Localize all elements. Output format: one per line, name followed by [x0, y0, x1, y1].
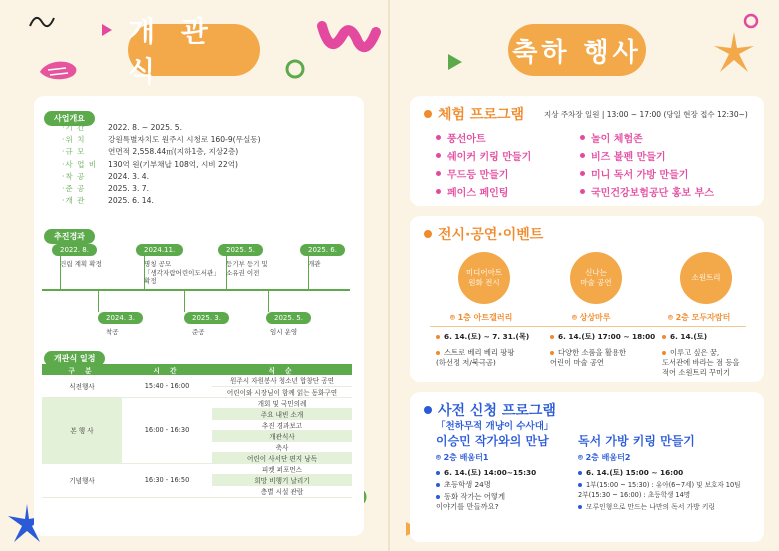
overview-label: 사업개요 — [44, 111, 95, 126]
location-pin-icon: ⌾ — [436, 453, 444, 462]
page-title-opening: 개 관 식 — [128, 24, 260, 76]
timeline-date: 2025. 3. — [184, 312, 229, 324]
exhibit-venue: ⌾ 1층 아트갤러리 — [450, 313, 513, 322]
page-title-celebration: 축하 행사 — [508, 24, 646, 76]
ring-icon — [284, 58, 306, 80]
exhibition-title: 전시·공연·이벤트 — [424, 224, 543, 244]
table-row: 어린이와 시장님이 함께 읽는 동화구연 — [42, 386, 352, 397]
program-item: 미니 독서 가방 만들기 — [580, 166, 688, 181]
exhibit-desc: 스트로 베리 베리 팡팡 (하선정 저/북극곰) — [436, 348, 515, 367]
bullet-icon — [436, 189, 441, 194]
timeline-desc: 등기부 등기 및 소유권 이전 — [226, 260, 268, 277]
exhibit-desc: 다양한 소품을 활용한 어린이 마술 공연 — [550, 348, 627, 367]
bullet-icon — [580, 189, 585, 194]
ring-pink-icon — [742, 12, 760, 30]
location-pin-icon: ⌾ — [450, 313, 458, 322]
timeline-date: 2024.11. — [136, 244, 183, 256]
location-pin-icon: ⌾ — [668, 313, 676, 322]
wave-shape-icon — [316, 12, 382, 58]
exhibit-date: 6. 14.(토) — [662, 332, 707, 342]
program-item: 국민건강보험공단 홍보 부스 — [580, 184, 714, 199]
timeline-desc: 준공 — [192, 328, 205, 336]
squiggle-icon — [26, 10, 56, 32]
overview-row: ·사 업 비 130억 원(기부채납 108억, 시비 22억) — [62, 159, 238, 169]
keyring-title: 독서 가방 키링 만들기 — [578, 434, 695, 448]
preregister-title: 사전 신청 프로그램 — [424, 400, 556, 420]
timeline-desc: 명칭 공모 「생각자람어린이도서관」 확정 — [144, 260, 220, 285]
exhibit-venue: ⌾ 상상마루 — [572, 313, 611, 322]
bullet-icon — [436, 153, 441, 158]
table-row: 어린이 사서단 편지 낭독 — [42, 453, 352, 464]
exhibit-circle: 미디어아트 원화 전시 — [458, 252, 510, 304]
timeline-date: 2025. 5. — [266, 312, 311, 324]
timeline-date: 2025. 6. — [300, 244, 345, 256]
overview-row: ·기 간 2022. 8. ~ 2025. 5. — [62, 123, 182, 132]
table-row: 추진 경과보고 — [42, 419, 352, 430]
preregister-section — [410, 392, 764, 542]
overview-row: ·개 관 2025. 6. 14. — [62, 196, 154, 206]
overview-row: ·착 공 2024. 3. 4. — [62, 171, 150, 181]
experience-title: 체험 프로그램 — [424, 104, 524, 124]
overview-list — [62, 122, 261, 207]
bullet-icon — [580, 171, 585, 176]
timeline-date: 2022. 8. — [52, 244, 97, 256]
timeline-desc: 건립 계획 확정 — [60, 260, 102, 268]
author-talk-date: 6. 14.(토) 14:00~15:30 — [436, 468, 536, 478]
program-item: 놀이 체험존 — [580, 130, 643, 145]
bullet-icon — [436, 171, 441, 176]
schedule-label: 개관식 일정 — [44, 351, 105, 366]
divider — [430, 326, 746, 327]
sticker-pink-icon — [36, 58, 80, 84]
keyring-sessions: 1부(15:00 ~ 15:30) : 유아(6~7세) 및 보호자 10팀 2부(15:30 ~ 16:00) : 초등학생 14명 — [578, 481, 741, 499]
table-row: 식전행사 15:40 - 16:00 원주시 자원봉사 청소년 합창단 공연 — [42, 375, 352, 386]
author-talk-title: 「천하무적 개냥이 수사대」 이승민 작가와의 만남 — [436, 421, 554, 448]
overview-row: ·준 공 2025. 3. 7. — [62, 184, 150, 194]
room-label: ⌾ 2층 배움터1 — [436, 453, 489, 462]
schedule-table — [42, 364, 352, 498]
overview-row: ·위 치 강원특별자치도 원주시 시청로 160-9(무실동) — [62, 135, 261, 145]
progress-header — [44, 224, 95, 244]
location-pin-icon: ⌾ — [578, 453, 586, 462]
exhibit-circle: 소원트리 — [680, 252, 732, 304]
bullet-icon — [424, 406, 432, 414]
table-header-row: 구 분 시 간 식 순 — [42, 364, 352, 375]
timeline-axis — [42, 289, 350, 291]
timeline-date: 2025. 5. — [218, 244, 263, 256]
exhibit-venue: ⌾ 2층 모두자람터 — [668, 313, 731, 322]
bullet-icon — [424, 110, 432, 118]
exhibit-circle: 신나는 마술 공연 — [570, 252, 622, 304]
table-row: 층별 시설 관람 — [42, 486, 352, 497]
exhibition-section — [410, 216, 764, 382]
table-row: 개관식사 — [42, 430, 352, 441]
timeline-desc: 착공 — [106, 328, 119, 336]
program-item: 비즈 볼펜 만들기 — [580, 148, 666, 163]
keyring-desc: 모루인형으로 만드는 나만의 독서 가방 키링 — [578, 502, 715, 512]
experience-section — [410, 96, 764, 206]
timeline-desc: 개관 — [308, 260, 321, 268]
table-row: 축사 — [42, 442, 352, 453]
bullet-icon — [424, 230, 432, 238]
exhibit-desc: 이루고 싶은 꿈, 도서관에 바라는 점 등을 적어 소원트리 꾸미기 — [662, 348, 740, 377]
author-talk-target: 초등학생 24명 — [436, 480, 491, 490]
bullet-icon — [580, 153, 585, 158]
exhibit-date: 6. 14.(토) 17:00 ~ 18:00 — [550, 332, 655, 342]
program-item: 페이스 페인팅 — [436, 184, 508, 199]
right-page — [390, 0, 779, 551]
star-orange-icon — [714, 32, 754, 72]
bullet-icon — [580, 135, 585, 140]
left-page — [0, 0, 389, 551]
table-row: 주요 내빈 소개 — [42, 408, 352, 419]
sparkle-icon — [446, 52, 464, 72]
author-talk-desc: 동화 작가는 어떻게 이야기를 만들까요? — [436, 492, 506, 511]
experience-note: 지상 주차장 일원 | 13:00 ~ 17:00 (당일 현장 접수 12:30~) — [544, 110, 748, 119]
table-row: 기념행사 16:30 - 16:50 피켓 퍼포먼스 — [42, 464, 352, 475]
room-label: ⌾ 2층 배움터2 — [578, 453, 631, 462]
overview-row: ·규 모 연면적 2,558.44㎡(지하1층, 지상2층) — [62, 147, 239, 157]
opening-card — [34, 96, 364, 536]
program-item: 무드등 만들기 — [436, 166, 508, 181]
triangle-icon — [100, 22, 114, 38]
timeline-date: 2024. 3. — [98, 312, 143, 324]
bullet-icon — [436, 135, 441, 140]
program-item: 쉐이커 키링 만들기 — [436, 148, 531, 163]
schedule-header — [44, 346, 105, 366]
table-row: 본 행 사 16:00 - 16:30 개회 및 국민의례 — [42, 397, 352, 408]
keyring-date: 6. 14.(토) 15:00 ~ 16:00 — [578, 468, 683, 478]
program-item: 풍선아트 — [436, 130, 486, 145]
progress-label: 추진경과 — [44, 229, 95, 244]
timeline-desc: 임시 운영 — [270, 328, 298, 336]
exhibit-date: 6. 14.(토) ~ 7. 31.(목) — [436, 332, 529, 342]
table-row: 희망 비행기 날리기 — [42, 475, 352, 486]
location-pin-icon: ⌾ — [572, 313, 580, 322]
